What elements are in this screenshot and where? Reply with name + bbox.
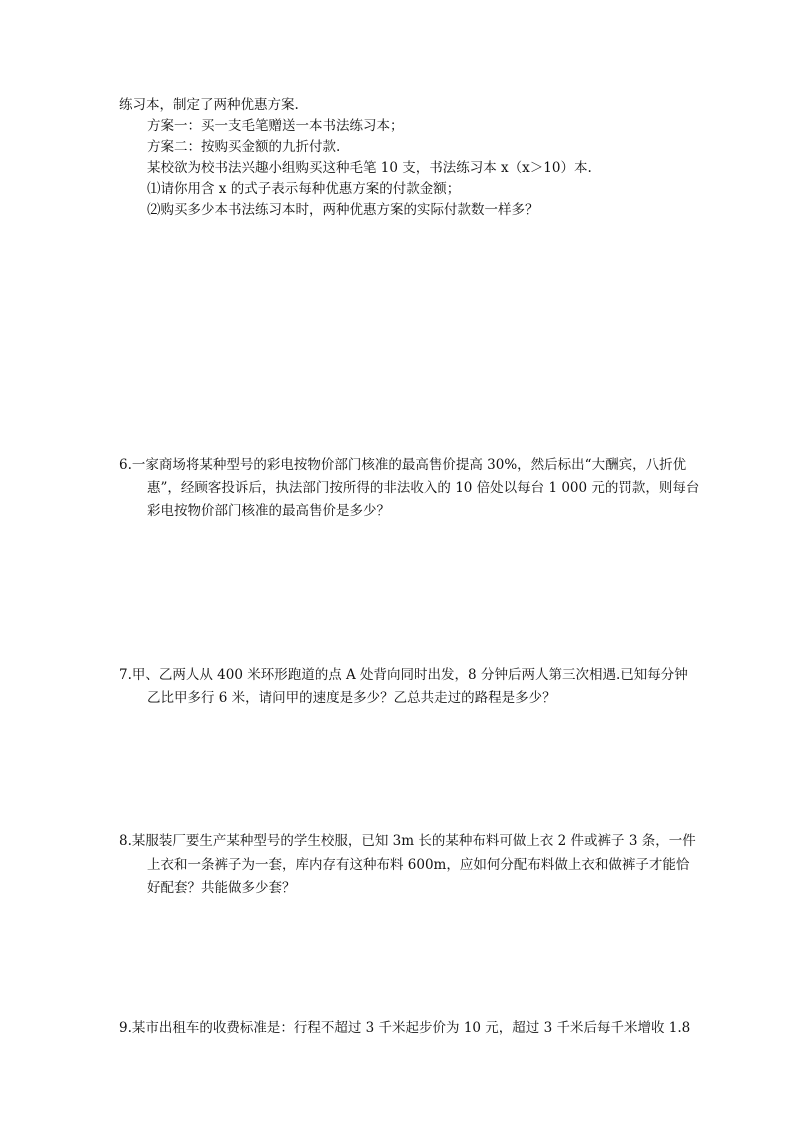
problem8-line2: 上衣和一条裤子为一套，库内存有这种布料 600m，应如何分配布料做上衣和做裤子才能恰: [147, 857, 690, 873]
problem7-line1: 7.甲、乙两人从 400 米环形跑道的点 A 处背向同时出发，8 分钟后两人第三次相遇.已知每分钟: [119, 667, 688, 683]
problem5-plan1: 方案一：买一支毛笔赠送一本书法练习本；: [147, 118, 404, 134]
problem6-line2: 惠”，经顾客投诉后，执法部门按所得的非法收入的 10 倍处以每台 1 000 元的罚款，则每台: [147, 480, 700, 496]
problem8-line1: 8.某服装厂要生产某种型号的学生校服，已知 3m 长的某种布料可做上衣 2 件或裤子 3 条，一件: [119, 833, 696, 849]
problem6-line1: 6.一家商场将某种型号的彩电按物价部门核准的最高售价提高 30%，然后标出“大酬宾，八折优: [119, 457, 687, 473]
problem5-question1: ⑴请你用含 x 的式子表示每种优惠方案的付款金额；: [147, 181, 461, 197]
problem6-line3: 彩电按物价部门核准的最高售价是多少？: [147, 503, 390, 519]
problem5-plan2: 方案二：按购买金额的九折付款.: [147, 139, 341, 155]
problem7-line2: 乙比甲多行 6 米，请问甲的速度是多少？乙总共走过的路程是多少？: [147, 690, 556, 706]
problem9-line1: 9.某市出租车的收费标准是：行程不超过 3 千米起步价为 10 元，超过 3 千米后每千米增收 1.8: [119, 1020, 691, 1036]
problem8-line3: 好配套？共能做多少套？: [147, 880, 296, 896]
problem5-question2: ⑵购买多少本书法练习本时，两种优惠方案的实际付款数一样多？: [147, 202, 539, 218]
problem5-condition: 某校欲为校书法兴趣小组购买这种毛笔 10 支，书法练习本 x（x＞10）本.: [147, 160, 592, 176]
problem5-intro: 练习本，制定了两种优惠方案.: [119, 97, 299, 113]
